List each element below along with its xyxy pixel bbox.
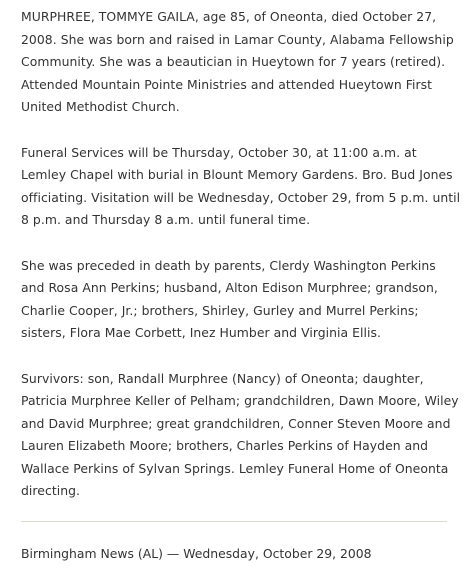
obituary-paragraph-preceded: She was preceded in death by parents, Clerdy Washington Perkins and Rosa Ann Perkins; husband, Alton Edison Murphree; grandson, Charlie Cooper, Jr.; brothers, Shirley, Gurley and Murrel Perkins; sisters, Flora Mae Corbett, Inez Humber and Virginia Ellis. [21,257,438,341]
obituary-paragraph-intro: MURPHREE, TOMMYE GAILA, age 85, of Oneonta, died October 27, 2008. She was born and raised in Lamar County, Alabama Fellowship Community. She was a beautician in Hueytown for 7 years (retired). Attended Mountain Pointe Ministries and attended Hueytown First United Methodist Church. [21,9,454,115]
source-divider [21,521,447,522]
obituary-paragraph-survivors: Survivors: son, Randall Murphree (Nancy) of Oneonta; daughter, Patricia Murphree Keller of Pelham; grandchildren, Dawn Moore, Wiley and David Murphree; great grandchildren, Conner Steven Moore and Lauren Elizabeth Moore; brothers, Charles Perkins of Hayden and Wallace Perkins of Sylvan Springs. Lemley Funeral Home of Oneonta directing. [21,370,459,499]
obituary-paragraph-services: Funeral Services will be Thursday, October 30, at 11:00 a.m. at Lemley Chapel with burial in Blount Memory Gardens. Bro. Bud Jones officiating. Visitation will be Wednesday, October 29, from 5 p.m. until 8 p.m. and Thursday 8 a.m. until funeral time. [21,144,461,228]
publication-source: Birmingham News (AL) — Wednesday, October 29, 2008 [21,546,372,561]
obituary-article [21,6,461,503]
